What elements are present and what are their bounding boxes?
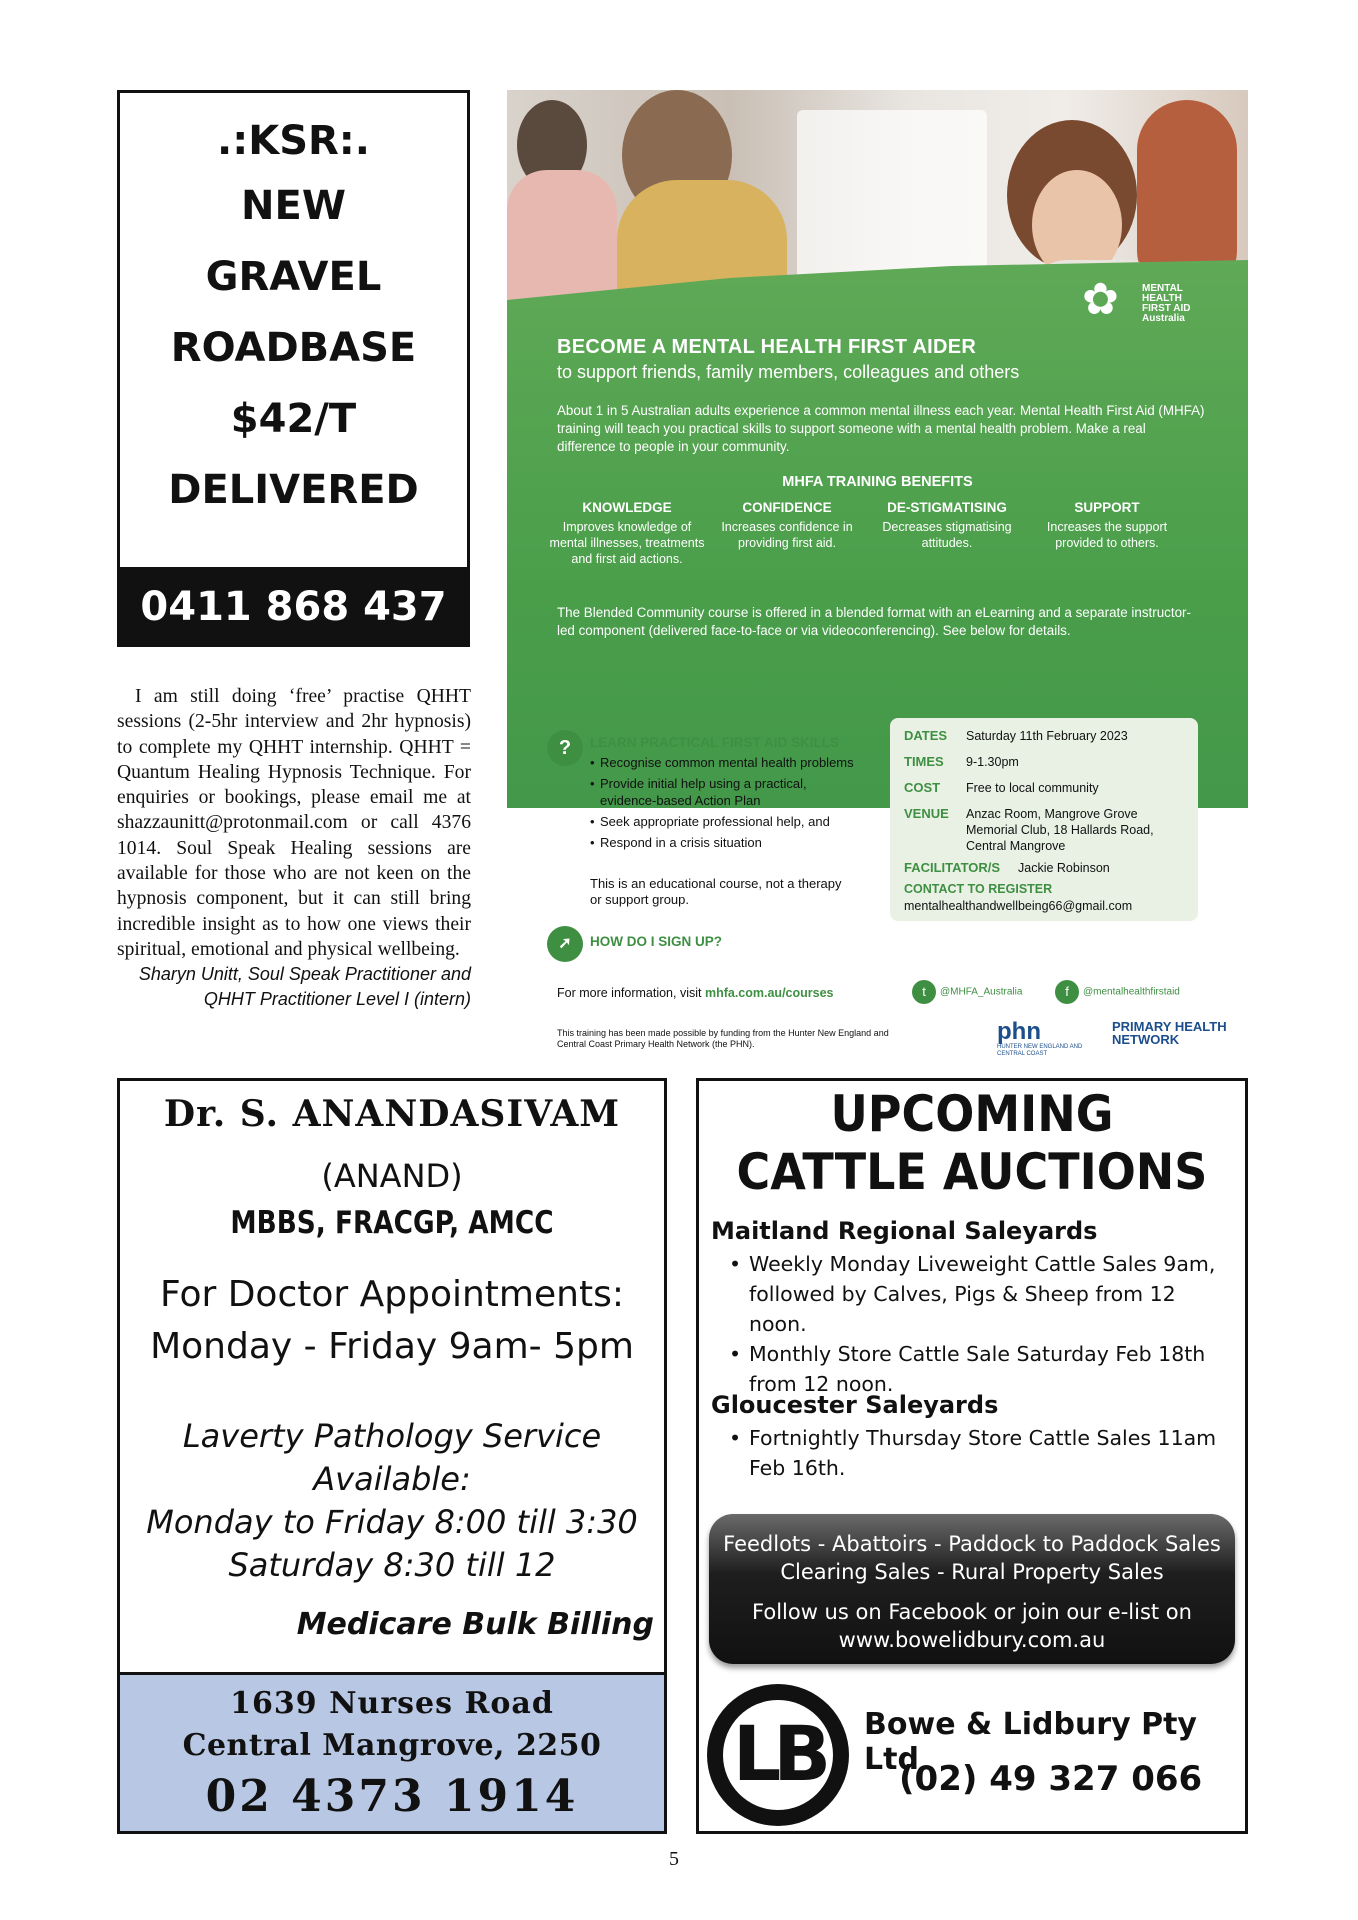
doctor-phone: 02 4373 1914 <box>205 1771 579 1822</box>
benefit-desc: Improves knowledge of mental illnesses, treatments and first aid actions. <box>549 520 705 566</box>
venue-value: Anzac Room, Mangrove Grove Memorial Club, 18 Hallards Road, Central Mangrove <box>966 807 1154 853</box>
ksr-line: DELIVERED <box>168 467 419 513</box>
address-line: Central Mangrove, 2250 <box>182 1728 602 1763</box>
qhht-signature-1: Sharyn Unitt, Soul Speak Practitioner and <box>138 964 471 985</box>
doctor-ad <box>117 1078 667 1834</box>
twitter-icon: t <box>912 980 936 1004</box>
dates-label: DATES <box>904 728 948 743</box>
benefit-desc: Decreases stigmatising attitudes. <box>882 520 1012 550</box>
mhfa-title: BECOME A MENTAL HEALTH FIRST AIDER <box>557 336 977 358</box>
cost-label: COST <box>904 780 941 795</box>
benefit-desc: Increases confidence in providing first aid. <box>721 520 853 550</box>
facebook-text: @mentalhealthfirstaid <box>1083 986 1180 998</box>
ksr-price: $42/T <box>230 396 357 442</box>
benefits-heading: MHFA TRAINING BENEFITS <box>782 474 973 490</box>
more-info-link[interactable]: mhfa.com.au/courses <box>704 986 834 1000</box>
saleyard-heading: Maitland Regional Saleyards <box>711 1217 1098 1245</box>
question-icon: ? <box>547 730 583 766</box>
ksr-line: GRAVEL <box>205 254 382 300</box>
facebook-handle[interactable] <box>1055 980 1180 1004</box>
mhfa-logo-text: MENTAL HEALTH FIRST AID Australia <box>1142 283 1191 324</box>
more-info <box>557 986 833 1000</box>
course-details-box <box>890 718 1198 921</box>
learn-heading: LEARN PRACTICAL FIRST AID SKILLS <box>590 735 839 750</box>
company-name: Bowe & Lidbury Pty Ltd <box>864 1707 1197 1777</box>
list-item: • Fortnightly Thursday Store Cattle Sales 11am Feb 16th. <box>729 1423 1239 1483</box>
benefit-title: SUPPORT <box>1074 500 1140 515</box>
cursor-click-icon: ➚ <box>547 926 583 962</box>
list-item: • Recognise common mental health problems <box>590 754 860 771</box>
list-item: • Seek appropriate professional help, and <box>590 813 860 830</box>
cattle-title <box>721 1085 1223 1201</box>
educational-note: This is an educational course, not a therapy or support group. <box>590 876 842 907</box>
ksr-line: NEW <box>241 183 346 229</box>
times-value: 9-1.30pm <box>966 755 1019 769</box>
benefit-knowledge <box>547 500 707 567</box>
benefit-desc: Increases the support provided to others. <box>1046 520 1168 550</box>
pathology-line: Monday to Friday 8:00 till 3:30 <box>146 1503 638 1541</box>
ksr-brand: .:KSR:. <box>217 118 370 164</box>
dates-value: Saturday 11th February 2023 <box>966 729 1128 743</box>
contact-email[interactable]: mentalhealthandwellbeing66@gmail.com <box>904 899 1133 913</box>
logo-letters: LB <box>732 1709 824 1798</box>
appointment-line: For Doctor Appointments: <box>160 1274 624 1315</box>
appointment-line: Monday - Friday 9am- 5pm <box>150 1326 634 1367</box>
services-banner <box>709 1514 1235 1664</box>
list-item: • Weekly Monday Liveweight Cattle Sales 9am, followed by Calves, Pigs & Sheep from 12 noon. <box>729 1249 1239 1339</box>
title-line: UPCOMING <box>830 1085 1114 1143</box>
address-line: 1639 Nurses Road <box>230 1686 554 1721</box>
funding-note: This training has been made possible by funding from the Hunter New England and Central Coast Primary Health Network (the PHN). <box>557 1028 889 1049</box>
contact-label: CONTACT TO REGISTER <box>904 882 1053 896</box>
saleyard-list <box>729 1423 1239 1483</box>
qhht-notice <box>117 684 471 1012</box>
ksr-phone: 0411 868 437 <box>117 567 470 647</box>
primary-health-network-logo: PRIMARY HEALTH NETWORK <box>1112 1019 1227 1047</box>
qhht-body: I am still doing ‘free’ practise QHHT sessions (2-5hr interview and 2hr hypnosis) to complete my QHHT internship. QHHT = Quantum Healing Hypnosis Technique. For enquiries or bookings, please email me at shazzaunitt@protonmail.com or call 4376 1014. Soul Speak Healing sessions are available for those who are not keen on the hypnosis component, but it can still bring incredible insight as to how one views their spiritual, emotional and physical wellbeing. <box>117 686 471 960</box>
facilitator-label: FACILITATOR/S <box>904 860 1001 875</box>
pathology-line: Laverty Pathology Service <box>182 1417 602 1455</box>
cost-value: Free to local community <box>966 781 1099 795</box>
list-item: • Respond in a crisis situation <box>590 834 860 851</box>
benefit-confidence <box>707 500 867 551</box>
flower-icon: ✿ <box>1082 275 1119 324</box>
venue-label: VENUE <box>904 806 949 821</box>
blended-course-text: The Blended Community course is offered in a blended format with an eLearning and a separate instructor-led component (delivered face-to-face or via videoconferencing). See below for details. <box>557 605 1191 638</box>
times-label: TIMES <box>904 754 944 769</box>
address-block <box>117 1672 667 1834</box>
benefit-title: CONFIDENCE <box>742 500 832 515</box>
website-link[interactable]: www.bowelidbury.com.au <box>838 1628 1106 1652</box>
benefit-title: KNOWLEDGE <box>582 500 672 515</box>
page-number: 5 <box>669 1848 679 1870</box>
cattle-auctions-ad <box>696 1078 1248 1834</box>
pathology-line: Available: <box>313 1460 471 1498</box>
pathology-hours <box>120 1415 664 1587</box>
saleyard-list <box>729 1249 1239 1399</box>
ksr-line: ROADBASE <box>170 325 417 371</box>
saleyard-heading: Gloucester Saleyards <box>711 1391 999 1419</box>
learn-list <box>590 754 860 855</box>
list-item: • Monthly Store Cattle Sale Saturday Feb 18th from 12 noon. <box>729 1339 1239 1399</box>
benefit-title: DE-STIGMATISING <box>887 500 1007 515</box>
signup-heading: HOW DO I SIGN UP? <box>590 934 723 949</box>
mhfa-ad <box>507 90 1248 1070</box>
twitter-text: @MHFA_Australia <box>940 986 1023 998</box>
title-line: CATTLE AUCTIONS <box>736 1143 1208 1201</box>
company-phone: (02) 49 327 066 <box>899 1759 1203 1799</box>
doctor-name: Dr. S. ANANDASIVAM <box>163 1093 621 1135</box>
doctor-nickname: (ANAND) <box>321 1157 463 1195</box>
appointment-hours <box>120 1269 664 1373</box>
twitter-handle[interactable] <box>912 980 1022 1004</box>
banner-line: Feedlots - Abattoirs - Paddock to Paddock Sales <box>723 1532 1221 1556</box>
list-item: • Provide initial help using a practical, evidence-based Action Plan <box>590 775 860 809</box>
more-info-prefix: For more information, visit <box>557 986 702 1000</box>
medicare-note: Medicare Bulk Billing <box>296 1607 654 1642</box>
bowe-lidbury-logo <box>707 1684 849 1826</box>
banner-line: Follow us on Facebook or join our e-list on <box>752 1600 1192 1624</box>
doctor-qualifications: MBBS, FRACGP, AMCC <box>230 1205 554 1241</box>
mhfa-subtitle: to support friends, family members, colleagues and others <box>557 362 1020 382</box>
phn-logo: phn <box>997 1018 1041 1045</box>
facilitator-value: Jackie Robinson <box>1018 861 1110 875</box>
qhht-signature-2: QHHT Practitioner Level I (intern) <box>203 989 471 1010</box>
benefit-support <box>1027 500 1187 551</box>
benefit-destigmatising <box>867 500 1027 551</box>
banner-line: Clearing Sales - Rural Property Sales <box>780 1560 1164 1584</box>
facebook-icon: f <box>1055 980 1079 1004</box>
ksr-gravel-ad <box>117 90 470 647</box>
phn-logo-sub: HUNTER NEW ENGLAND AND CENTRAL COAST <box>997 1044 1083 1057</box>
pathology-line: Saturday 8:30 till 12 <box>228 1546 556 1584</box>
mhfa-intro: About 1 in 5 Australian adults experience a common mental illness each year. Mental Health First Aid (MHFA) training will teach you practical skills to support someone with a mental health problem. Make a real difference to people in your community. <box>557 403 1205 454</box>
